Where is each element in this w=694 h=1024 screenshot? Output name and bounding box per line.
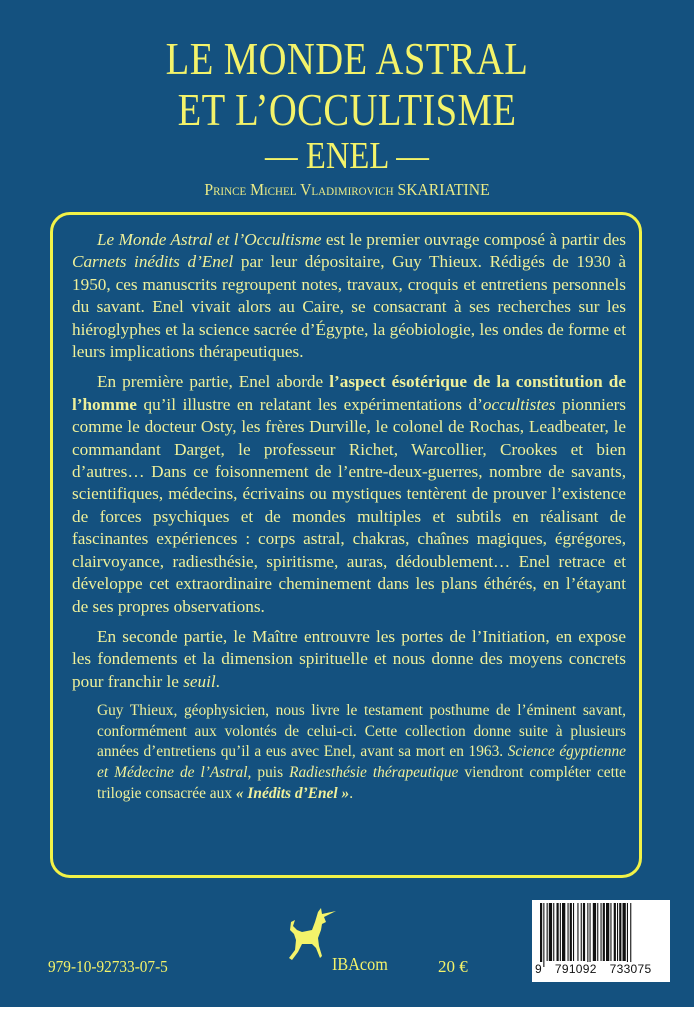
barcode-bar	[562, 903, 565, 961]
publisher-name: IBAcom	[332, 954, 388, 974]
barcode	[532, 900, 670, 982]
price: 20 €	[438, 957, 468, 976]
barcode-bar	[581, 903, 582, 961]
publisher-logo	[288, 908, 388, 974]
barcode-bar	[601, 903, 602, 961]
barcode-bar	[614, 903, 616, 961]
book-title-line2: ET L’OCCULTISME	[177, 84, 517, 135]
barcode-bar	[610, 903, 611, 961]
text-segment: pionniers comme le docteur Osty, les frères Durville, le colonel de Rochas, Leadbeater, le commandant Darget, le professeur Richet, Warcollier, Crookes et bien d’autres… Dans ce foisonnement de l’entre-deux-guerres, nombre de savants, scientifiques, médecins, écrivains ou mystiques tentèrent de prouver l’existence de forces psychiques et de mondes multiples et subtils en réalisant de fascinantes expériences : corps astral, chakras, chaînes magiques, égrégores, clairvoyance, radiesthésie, spiritisme, auras, dédoublement… Enel retrace et développe cet extraordinaire cheminement dans les plans éthérés, en l’étayant de ses propres observations.	[72, 394, 626, 616]
barcode-bar	[587, 903, 588, 967]
text-segment: occultistes	[482, 394, 556, 414]
barcode-bars	[540, 903, 664, 967]
blurb-text	[72, 229, 626, 804]
barcode-bar	[540, 903, 542, 967]
text-segment: par leur dépositaire, Guy Thieux. Rédigés de 1930 à 1950, ces manuscrits regroupent notes, travaux, croquis et entretiens personnels du savant. Enel vivait alors au Caire, se consacrant à ses recherches sur les hiéroglyphes et la science sacrée d’Égypte, la géobiologie, les ondes de forme et leurs implications thérapeutiques.	[72, 252, 626, 362]
barcode-digit-prefix: 9	[535, 962, 542, 976]
barcode-bar	[603, 903, 605, 961]
book-title-line1: LE MONDE ASTRAL	[165, 33, 529, 84]
text-segment: qu’il illustre en relatant les expérimentations d’	[136, 394, 483, 414]
text-segment: .	[349, 784, 354, 802]
barcode-digits-right: 733075	[609, 962, 652, 976]
text-segment: Le Monde Astral et l’Occultisme	[97, 230, 322, 249]
barcode-bar	[590, 903, 591, 967]
barcode-bar	[543, 903, 544, 967]
author-name: — ENEL —	[265, 135, 429, 177]
barcode-digits-left: 791092	[554, 962, 597, 976]
editor-note	[97, 701, 626, 804]
text-segment: seuil	[183, 671, 216, 691]
barcode-bar	[557, 903, 559, 961]
text-segment: Carnets inédits d’Enel	[72, 252, 234, 272]
barcode-bar	[597, 903, 598, 961]
isbn: 979-10-92733-07-5	[48, 957, 168, 976]
barcode-bar	[570, 903, 572, 961]
text-segment: Guy Thieux, géophysicien, nous livre le testament posthume de l’éminent savant, conformément aux volontés de celui-ci. Cette collection donne suite à plusieurs années d’entretiens qu’il a eus avec Enel, avant sa mort en 1963.	[97, 702, 626, 761]
text-segment: En seconde partie, le Maître entrouvre les portes de l’Initiation, en expose les fondements et la dimension spirituelle et nous donne des moyens concrets pour franchir le	[72, 626, 626, 691]
barcode-bar	[617, 903, 618, 961]
barcode-bar	[568, 903, 569, 961]
barcode-bar	[583, 903, 585, 961]
barcode-bar	[547, 903, 548, 961]
text-segment: , puis	[247, 763, 290, 781]
blurb-paragraph	[72, 229, 626, 363]
barcode-bar	[623, 903, 626, 961]
text-segment: est le premier ouvrage composé à partir des	[321, 230, 626, 249]
barcode-bar	[553, 903, 554, 961]
barcode-bar	[630, 903, 631, 967]
text-segment: « Inédits d’Enel »	[235, 784, 350, 802]
barcode-bar	[573, 903, 574, 961]
barcode-bar	[606, 903, 609, 961]
barcode-bar	[593, 903, 596, 961]
text-segment: Science égyptienne et Médecine de l’Astral	[97, 743, 626, 781]
barcode-bar	[577, 903, 578, 961]
text-segment: l’aspect ésotérique de la constitution de l’homme	[72, 372, 626, 414]
barcode-digits	[534, 962, 652, 976]
text-segment: .	[215, 671, 220, 691]
author-full-name: Prince Michel Vladimirovich SKARIATINE	[204, 180, 490, 199]
blurb-paragraph	[72, 371, 626, 617]
blurb-paragraph	[72, 626, 626, 693]
unicorn-icon	[288, 908, 338, 964]
text-segment: Radiesthésie thérapeutique	[289, 763, 459, 781]
text-segment: En première partie, Enel aborde	[97, 372, 330, 392]
barcode-bar	[549, 903, 552, 961]
barcode-bar	[619, 903, 621, 961]
barcode-bar	[560, 903, 561, 961]
text-segment: viendront compléter cette trilogie consacrée aux	[97, 763, 626, 802]
barcode-bar	[627, 903, 628, 967]
